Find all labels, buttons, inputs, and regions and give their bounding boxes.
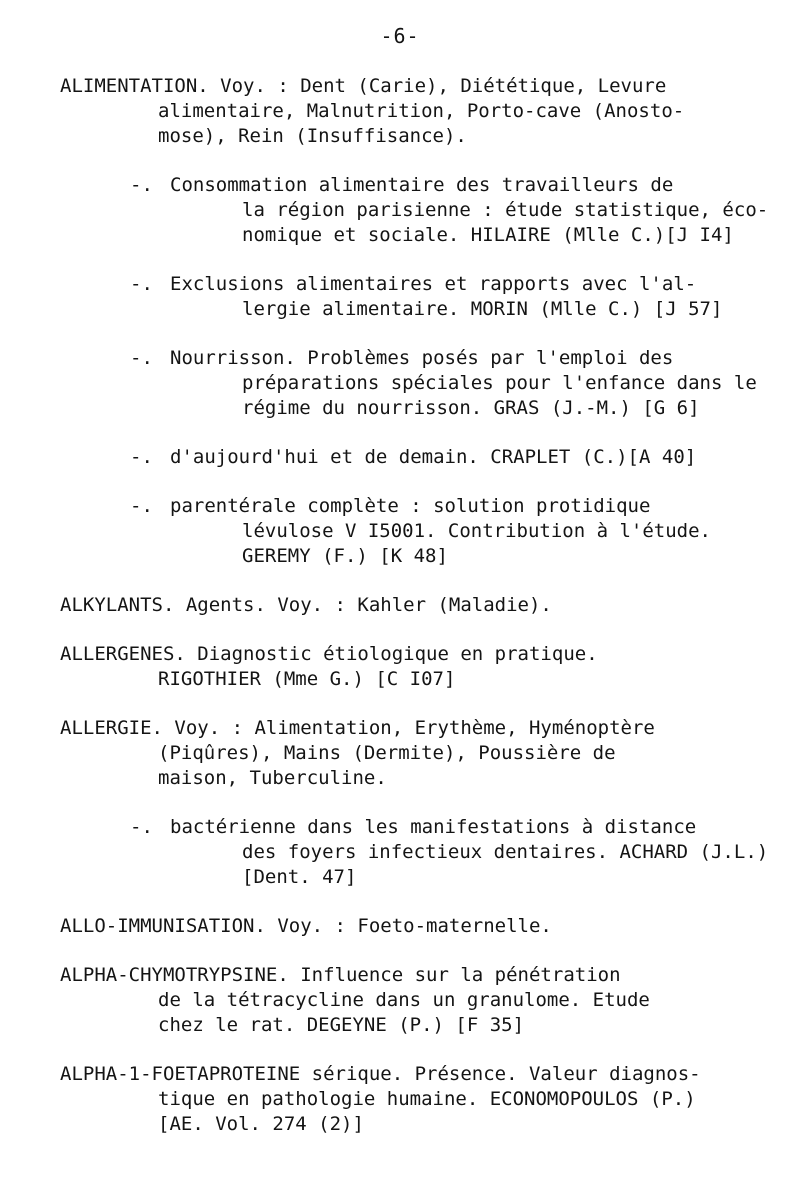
index-entry bbox=[60, 642, 750, 692]
sub-entry bbox=[60, 445, 750, 470]
entry-heading-line: ALIMENTATION. Voy. : Dent (Carie), Diététique, Levure bbox=[60, 75, 667, 97]
sub-entry-first-line bbox=[130, 272, 750, 297]
sub-entry-dash: -. bbox=[130, 174, 153, 196]
sub-entry-first-line bbox=[130, 346, 750, 371]
sub-entry-continuation-line: la région parisienne : étude statistique, éco- bbox=[242, 199, 769, 221]
sub-entry-line: bactérienne dans les manifestations à distance bbox=[170, 816, 697, 838]
entry-continuation-line: mose), Rein (Insuffisance). bbox=[158, 125, 467, 147]
sub-entry bbox=[60, 173, 769, 248]
sub-entry-first-line bbox=[130, 445, 750, 470]
sub-entry bbox=[60, 346, 757, 421]
entry-continuation-line: [AE. Vol. 274 (2)] bbox=[158, 1113, 364, 1135]
sub-entry-dash: -. bbox=[130, 816, 153, 838]
sub-entry-continuation-line: nomique et sociale. HILAIRE (Mlle C.)[J I4] bbox=[242, 224, 734, 246]
sub-entry-first-line bbox=[130, 173, 750, 198]
sub-entry bbox=[60, 815, 769, 890]
sub-entry-line: d'aujourd'hui et de demain. CRAPLET (C.)[A 40] bbox=[170, 446, 697, 468]
entry-continuation-line: maison, Tuberculine. bbox=[158, 767, 387, 789]
entry-continuation-line: tique en pathologie humaine. ECONOMOPOULOS (P.) bbox=[158, 1088, 696, 1110]
sub-entry-continuation-line: lergie alimentaire. MORIN (Mlle C.) [J 57] bbox=[242, 298, 723, 320]
sub-entry-continuation-line: lévulose V I5001. Contribution à l'étude. bbox=[242, 520, 711, 542]
sub-entry-continuation-line: [Dent. 47] bbox=[242, 866, 357, 888]
sub-entry-continuation-line: préparations spéciales pour l'enfance dans le bbox=[242, 372, 757, 394]
sub-entry-first-line bbox=[130, 815, 750, 840]
entry-heading-line: ALPHA-CHYMOTRYPSINE. Influence sur la pénétration bbox=[60, 964, 621, 986]
sub-entry-line: Nourrisson. Problèmes posés par l'emploi des bbox=[170, 347, 674, 369]
index-entry bbox=[60, 716, 750, 791]
entry-heading-line: ALLERGENES. Diagnostic étiologique en pratique. bbox=[60, 643, 598, 665]
sub-entry-dash: -. bbox=[130, 446, 153, 468]
index-entries bbox=[60, 74, 769, 1161]
index-entry bbox=[60, 593, 750, 618]
index-entry bbox=[60, 74, 750, 149]
entry-continuation-line: (Piqûres), Mains (Dermite), Poussière de bbox=[158, 742, 616, 764]
entry-heading-line: ALLO-IMMUNISATION. Voy. : Foeto-maternelle. bbox=[60, 915, 552, 937]
sub-entry-dash: -. bbox=[130, 273, 153, 295]
entry-heading-line: ALPHA-1-FOETAPROTEINE sérique. Présence. Valeur diagnos- bbox=[60, 1063, 701, 1085]
sub-entry-first-line bbox=[130, 494, 750, 519]
sub-entry-continuation-line: GEREMY (F.) [K 48] bbox=[242, 545, 448, 567]
page-number: -6- bbox=[380, 24, 420, 48]
entry-continuation-line: RIGOTHIER (Mme G.) [C I07] bbox=[158, 668, 456, 690]
entry-continuation-line: alimentaire, Malnutrition, Porto-cave (Anosto- bbox=[158, 100, 685, 122]
sub-entry-line: Exclusions alimentaires et rapports avec l'al- bbox=[170, 273, 697, 295]
sub-entry-continuation-line: régime du nourrisson. GRAS (J.-M.) [G 6] bbox=[242, 397, 700, 419]
sub-entry-continuation-line: des foyers infectieux dentaires. ACHARD (J.L.) bbox=[242, 841, 769, 863]
index-entry bbox=[60, 1062, 750, 1137]
sub-entry-dash: -. bbox=[130, 347, 153, 369]
index-entry bbox=[60, 914, 750, 939]
index-entry bbox=[60, 963, 750, 1038]
sub-entry bbox=[60, 494, 750, 569]
entry-continuation-line: de la tétracycline dans un granulome. Etude bbox=[158, 989, 650, 1011]
sub-entry-line: parentérale complète : solution protidique bbox=[170, 495, 651, 517]
entry-heading-line: ALKYLANTS. Agents. Voy. : Kahler (Maladie). bbox=[60, 594, 552, 616]
sub-entry-line: Consommation alimentaire des travailleurs de bbox=[170, 174, 674, 196]
entry-heading-line: ALLERGIE. Voy. : Alimentation, Erythème, Hyménoptère bbox=[60, 717, 655, 739]
sub-entry-dash: -. bbox=[130, 495, 153, 517]
entry-continuation-line: chez le rat. DEGEYNE (P.) [F 35] bbox=[158, 1014, 525, 1036]
sub-entry bbox=[60, 272, 750, 322]
